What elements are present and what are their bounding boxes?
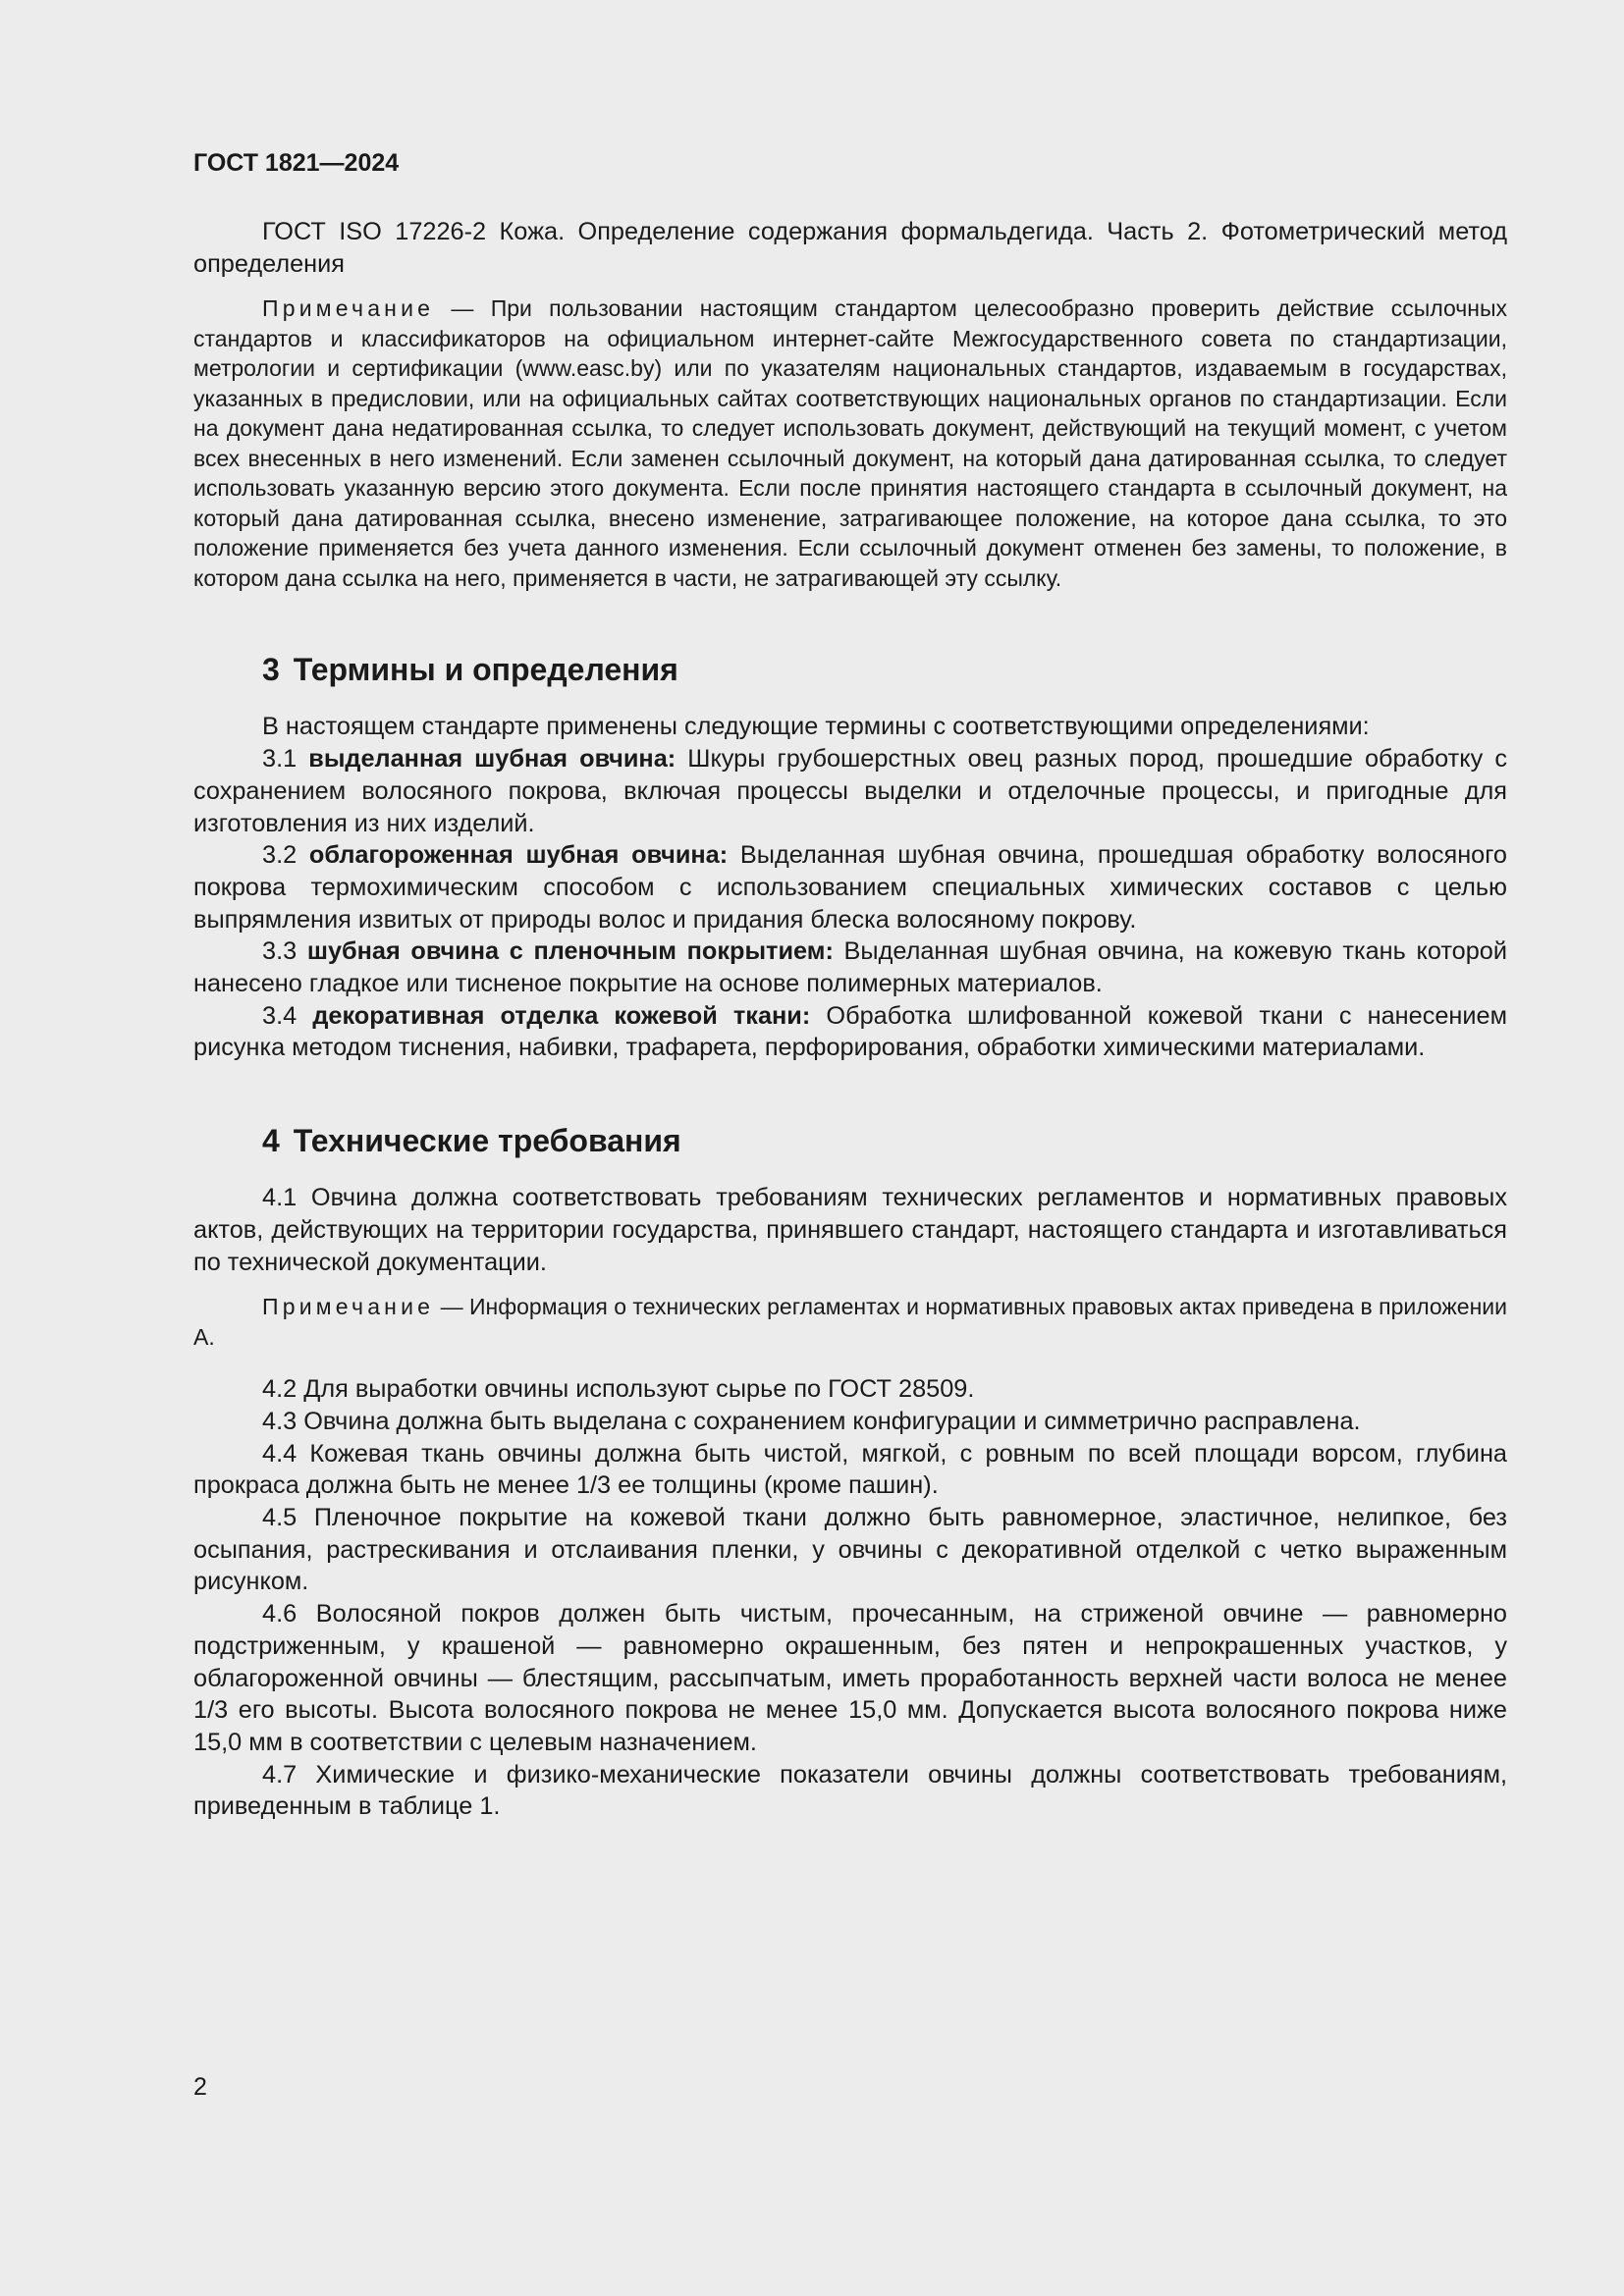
term-definition: Выделанная шубная овчина, прошедшая обработку волосяного покрова термохимическим способом с использованием специальных химических составов с целью выпрямления извитых от природы волос и придания блеска волосяному покрову. xyxy=(193,841,1507,934)
note-text: — Информация о технических регламентах и нормативных правовых актах приведена в приложении А. xyxy=(193,1294,1507,1350)
clause-number: 3.4 xyxy=(262,1001,298,1030)
clause-4-6 xyxy=(193,1598,1507,1759)
term-name: шубная овчина с пленочным покрытием: xyxy=(306,937,834,966)
section-3-intro: В настоящем стандарте применены следующие термины с соответствующими определениями: xyxy=(262,713,1370,741)
clause-number: 4.7 xyxy=(262,1760,298,1789)
term-definition: Обработка шлифованной кожевой ткани с нанесением рисунка методом тиснения, набивки, трафарета, перфорирования, обработки химическими материалами. xyxy=(193,1001,1507,1062)
clause-number: 4.1 xyxy=(262,1184,298,1212)
clause-text: Овчина должна быть выделана с сохранением конфигурации и симметрично расправлена. xyxy=(297,1407,1361,1435)
section-number: 4 xyxy=(262,1123,280,1159)
term-name: выделанная шубная овчина: xyxy=(308,745,677,774)
clause-number: 4.2 xyxy=(262,1375,298,1404)
section-number: 3 xyxy=(262,652,280,688)
term-3-1 xyxy=(193,743,1507,839)
note-text: — При пользовании настоящим стандартом целесообразно проверить действие ссылочных стандартов и классификаторов на официальном интернет-сайте Межгосударственного совета по стандартизации, метрологии и сертификации (www.easc.by) или по указателям национальных стандартов, издаваемым в государствах, указанных в предисловии, или на официальных сайтах соответствующих национальных органов по стандартизации. Если на документ дана недатированная ссылка, то следует использовать документ, действующий на текущий момент, с учетом всех внесенных в него изменений. Если заменен ссылочный документ, на который дана датированная ссылка, то следует использовать указанную версию этого документа. Если после принятия настоящего стандарта в ссылочный документ, на который дана датированная ссылка, внесено изменение, затрагивающее положение, на которое дана ссылка, то это положение применяется без учета данного изменения. Если ссылочный документ отменен без замены, то положение, в котором дана ссылка на него, применяется в части, не затрагивающей эту ссылку. xyxy=(193,295,1508,591)
note-references xyxy=(193,294,1507,593)
clause-4-7 xyxy=(193,1759,1507,1823)
clause-text: Кожевая ткань овчины должна быть чистой, мягкой, с ровным по всей площади ворсом, глубина прокраса должна быть не менее 1/3 ее толщины (кроме пашин). xyxy=(193,1439,1507,1500)
page-number: 2 xyxy=(193,2073,207,2101)
term-3-3 xyxy=(193,935,1507,999)
clause-number: 3.1 xyxy=(262,745,298,774)
section-4-title xyxy=(193,1121,1507,1160)
clause-number: 4.6 xyxy=(262,1600,298,1629)
clause-text: Для выработки овчины используют сырье по ГОСТ 28509. xyxy=(297,1375,975,1404)
term-name: облагороженная шубная овчина: xyxy=(308,841,729,870)
document-header: ГОСТ 1821—2024 xyxy=(193,149,400,177)
term-3-2 xyxy=(193,839,1507,935)
clause-4-3 xyxy=(193,1406,1507,1438)
clause-number: 4.4 xyxy=(262,1439,298,1468)
page-content xyxy=(193,147,1507,1823)
term-name: декоративная отделка кожевой ткани: xyxy=(312,1001,811,1030)
clause-number: 3.3 xyxy=(262,937,298,966)
term-definition: Выделанная шубная овчина, на кожевую ткань которой нанесено гладкое или тисненое покрытие на основе полимерных материалов. xyxy=(193,937,1507,998)
clauses-4-2-to-4-7 xyxy=(193,1373,1507,1823)
term-definition: Шкуры грубошерстных овец разных пород, прошедшие обработку с сохранением волосяного покрова, включая процессы выделки и отделочные процессы, и пригодные для изготовления из них изделий. xyxy=(193,745,1507,837)
clause-text: Овчина должна соответствовать требованиям технических регламентов и нормативных правовых актов, действующих на территории государства, принявшего стандарт, настоящего стандарта и изготавливаться по технической документации. xyxy=(193,1184,1507,1276)
section-3-title xyxy=(193,650,1507,689)
section-title-text: Термины и определения xyxy=(293,652,678,688)
note-regulations xyxy=(193,1292,1507,1352)
note-label: Примечание xyxy=(262,1294,435,1320)
normative-reference-item: ГОСТ ISO 17226-2 Кожа. Определение содержания формальдегида. Часть 2. Фотометрический метод определения xyxy=(193,218,1507,278)
clause-number: 4.3 xyxy=(262,1407,298,1435)
clause-4-5 xyxy=(193,1502,1507,1598)
section-title-text: Технические требования xyxy=(293,1123,681,1159)
clause-text: Пленочное покрытие на кожевой ткани должно быть равномерное, эластичное, нелипкое, без осыпания, растрескивания и отслаивания пленки, у овчины с декоративной отделкой с четко выраженным рисунком. xyxy=(193,1504,1507,1596)
clause-4-4 xyxy=(193,1438,1507,1502)
clause-4-2 xyxy=(193,1373,1507,1406)
clause-4-1 xyxy=(193,1182,1507,1278)
clause-text: Волосяной покров должен быть чистым, прочесанным, на стриженой овчине — равномерно подстриженным, у крашеной — равномерно окрашенным, без пятен и непрокрашенных участков, у облагороженной овчины — блестящим, рассыпчатым, иметь проработанность верхней части волоса не менее 1/3 его высоты. Высота волосяного покрова не менее 15,0 мм. Допускается высота волосяного покрова ниже 15,0 мм в соответствии с целевым назначением. xyxy=(193,1600,1507,1756)
clause-number: 4.5 xyxy=(262,1504,298,1532)
clause-text: Химические и физико-механические показатели овчины должны соответствовать требованиям, приведенным в таблице 1. xyxy=(193,1760,1507,1821)
clause-number: 3.2 xyxy=(262,841,298,870)
term-3-4 xyxy=(193,1000,1507,1064)
note-label: Примечание xyxy=(262,295,435,322)
